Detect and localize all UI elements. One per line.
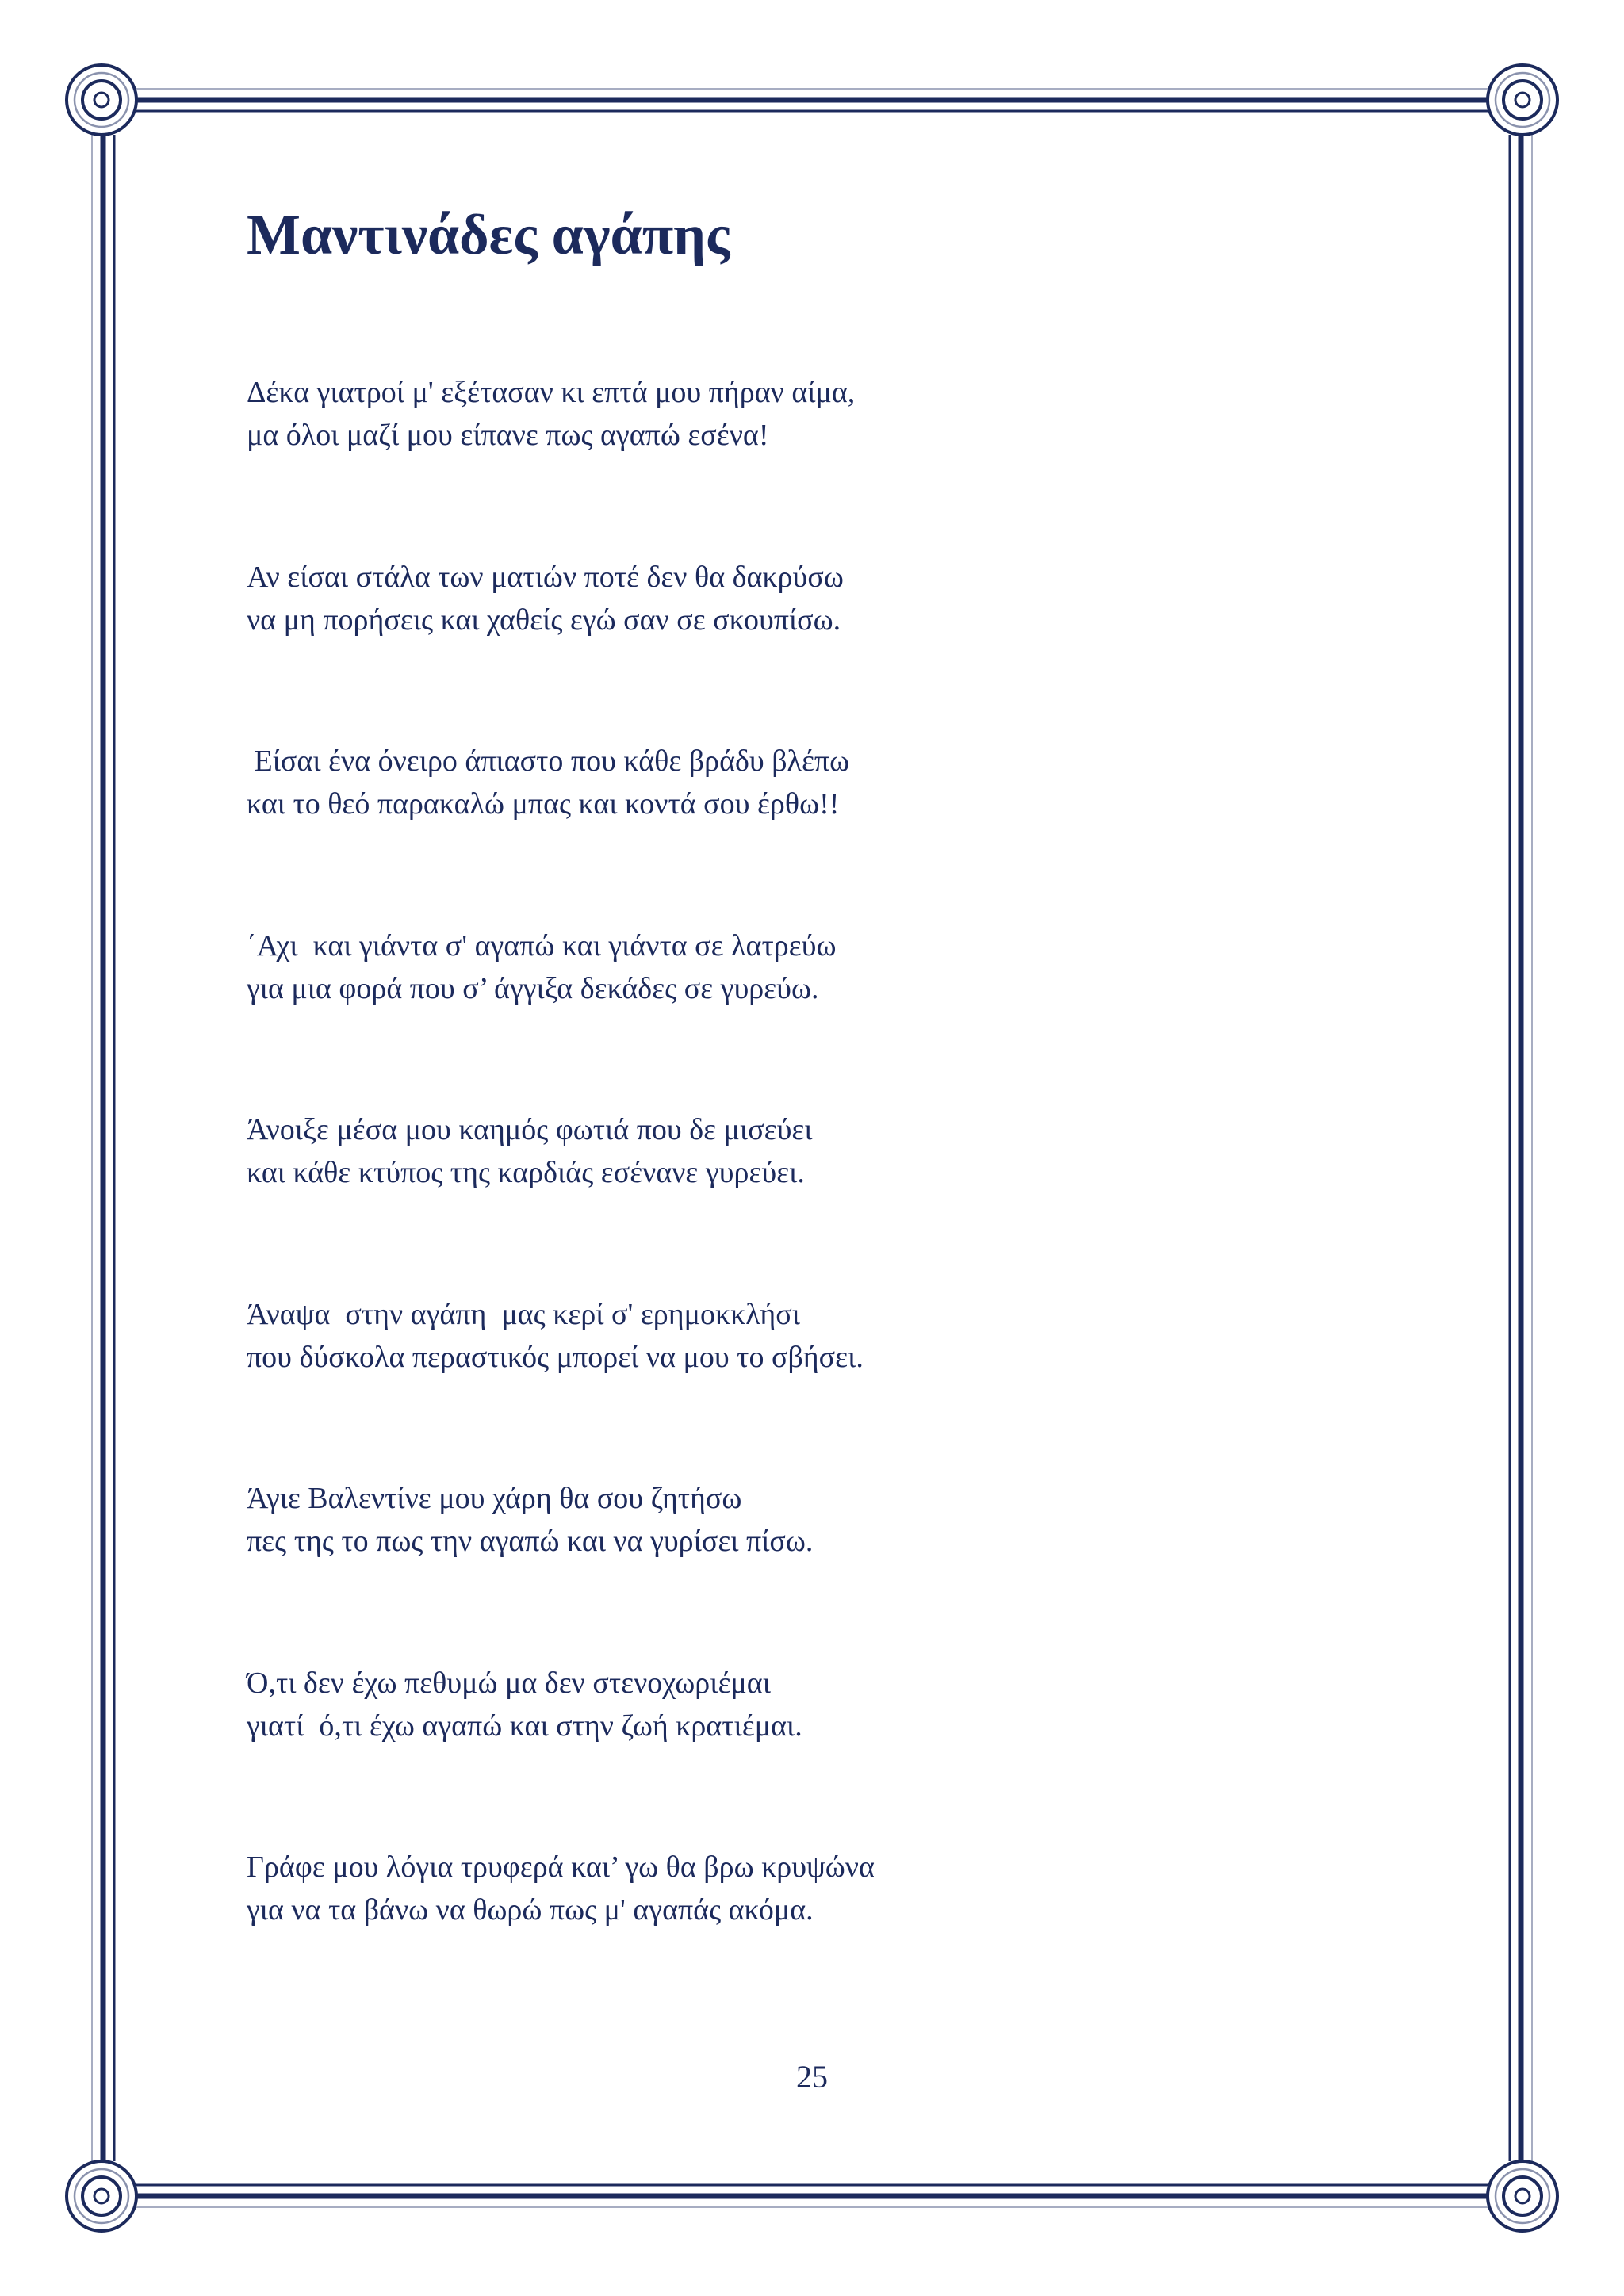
stanza [247, 1846, 1436, 2030]
stanza-line: Ό,τι δεν έχω πεθυμώ μα δεν στενοχωριέμαι [247, 1666, 771, 1700]
stanza-line: Είσαι ένα όνειρο άπιαστο που κάθε βράδυ βλέπω [247, 744, 850, 778]
poem-list [247, 371, 1436, 2030]
stanza-line: γιατί ό,τι έχω αγαπώ και στην ζωή κρατιέμαι. [247, 1709, 802, 1743]
stanza [247, 1477, 1436, 1662]
corner-ornament-bottom-left [67, 2161, 136, 2231]
stanza [247, 740, 1436, 924]
stanza [247, 1662, 1436, 1846]
stanza-line: που δύσκολα περαστικός μπορεί να μου το σβήσει. [247, 1340, 864, 1374]
stanza-line: Άναψα στην αγάπη μας κερί σ' ερημοκκλήσι [247, 1297, 800, 1331]
stanza-line: πες της το πως την αγαπώ και να γυρίσει πίσω. [247, 1525, 814, 1558]
stanza-line: να μη πορήσεις και χαθείς εγώ σαν σε σκουπίσω. [247, 603, 841, 637]
stanza [247, 1293, 1436, 1478]
stanza-line: ΄Αχι και γιάντα σ' αγαπώ και γιάντα σε λατρεύω [247, 928, 837, 962]
corner-ornament-bottom-right [1488, 2161, 1557, 2231]
corner-ornament-top-right [1488, 65, 1557, 135]
corner-ornament-top-left [67, 65, 136, 135]
stanza-line: και κάθε κτύπος της καρδιάς εσένανε γυρεύει. [247, 1156, 805, 1189]
stanza-line: Άνοιξε μέσα μου καημός φωτιά που δε μισεύει [247, 1113, 813, 1146]
stanza [247, 924, 1436, 1109]
stanza-line: Αν είσαι στάλα των ματιών ποτέ δεν θα δακρύσω [247, 560, 844, 594]
page-title: Μαντινάδες αγάπης [247, 203, 730, 266]
stanza-line: και το θεό παρακαλώ μπας και κοντά σου έρθω!! [247, 787, 840, 821]
stanza-line: για να τα βάνω να θωρώ πως μ' αγαπάς ακόμα. [247, 1893, 814, 1927]
page-number: 25 [796, 2059, 828, 2095]
stanza [247, 371, 1436, 556]
stanza [247, 1108, 1436, 1293]
stanza-line: Άγιε Βαλεντίνε μου χάρη θα σου ζητήσω [247, 1482, 742, 1515]
stanza-line: για μια φορά που σ’ άγγιξα δεκάδες σε γυρεύω. [247, 971, 819, 1005]
stanza-line: Γράφε μου λόγια τρυφερά και’ γω θα βρω κρυψώνα [247, 1850, 875, 1884]
stanza-line: Δέκα γιατροί μ' εξέτασαν κι επτά μου πήραν αίμα, [247, 376, 856, 409]
stanza-line: μα όλοι μαζί μου είπανε πως αγαπώ εσένα! [247, 419, 769, 452]
stanza [247, 556, 1436, 740]
